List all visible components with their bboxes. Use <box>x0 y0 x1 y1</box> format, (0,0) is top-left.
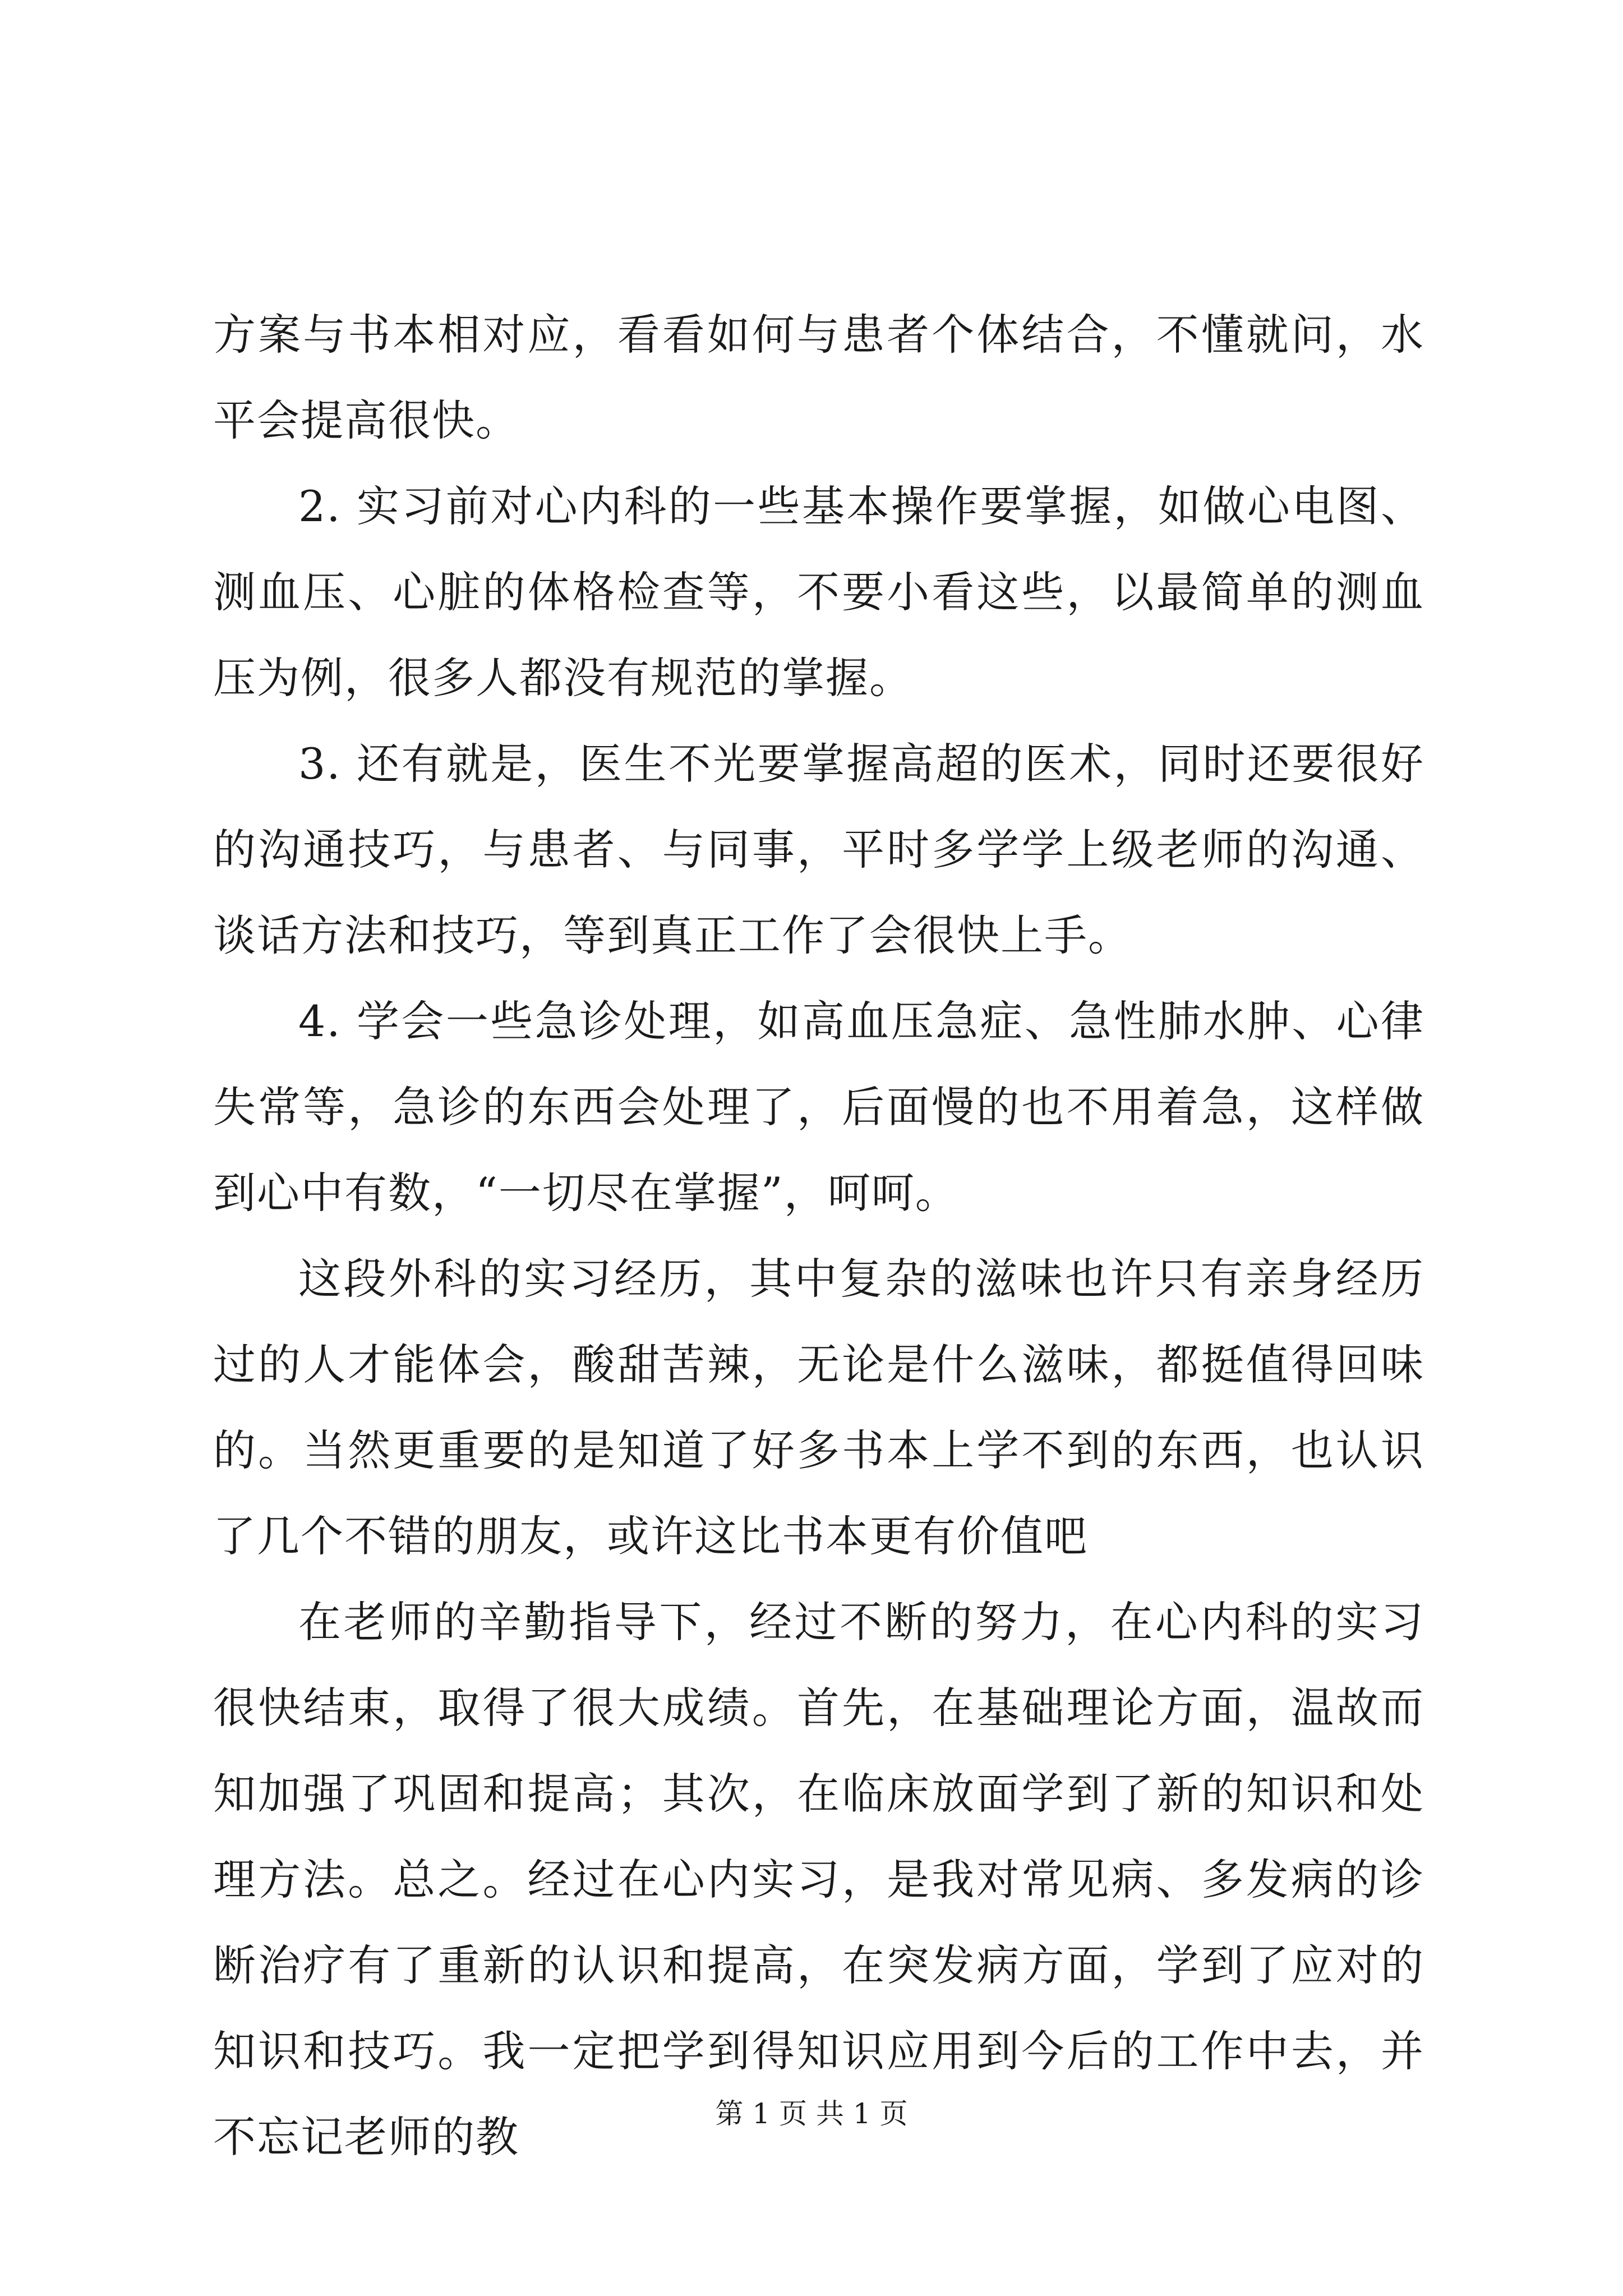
paragraph-continuation: 方案与书本相对应，看看如何与患者个体结合，不懂就问，水平会提高很快。 <box>213 310 1424 445</box>
page-number-footer: 第 1 页 共 1 页 <box>715 2097 908 2130</box>
document-body <box>213 292 1424 2180</box>
paragraph-item-4: 4. 学会一些急诊处理，如高血压急症、急性肺水肿、心律失常等，急诊的东西会处理了，后面慢的也不用着急，这样做到心中有数，“一切尽在掌握”，呵呵。 <box>213 996 1424 1218</box>
paragraph-item-2: 2. 实习前对心内科的一些基本操作要掌握，如做心电图、测血压、心脏的体格检查等，不要小看这些，以最简单的测血压为例，很多人都没有规范的掌握。 <box>213 481 1424 703</box>
paragraph-conclusion: 在老师的辛勤指导下，经过不断的努力，在心内科的实习很快结束，取得了很大成绩。首先，在基础理论方面，温故而知加强了巩固和提高；其次，在临床放面学到了新的知识和处理方法。总之。经过在心内实习，是我对常见病、多发病的诊断治疗有了重新的认识和提高，在突发病方面，学到了应对的知识和技巧。我一定把学到得知识应用到今后的工作中去，并不忘记老师的教 <box>213 1597 1424 2162</box>
paragraph-reflection: 这段外科的实习经历，其中复杂的滋味也许只有亲身经历过的人才能体会，酸甜苦辣，无论是什么滋味，都挺值得回味的。当然更重要的是知道了好多书本上学不到的东西，也认识了几个不错的朋友，或许这比书本更有价值吧 <box>213 1254 1424 1561</box>
paragraph-item-3: 3. 还有就是，医生不光要掌握高超的医术，同时还要很好的沟通技巧，与患者、与同事，平时多学学上级老师的沟通、谈话方法和技巧，等到真正工作了会很快上手。 <box>213 739 1424 960</box>
